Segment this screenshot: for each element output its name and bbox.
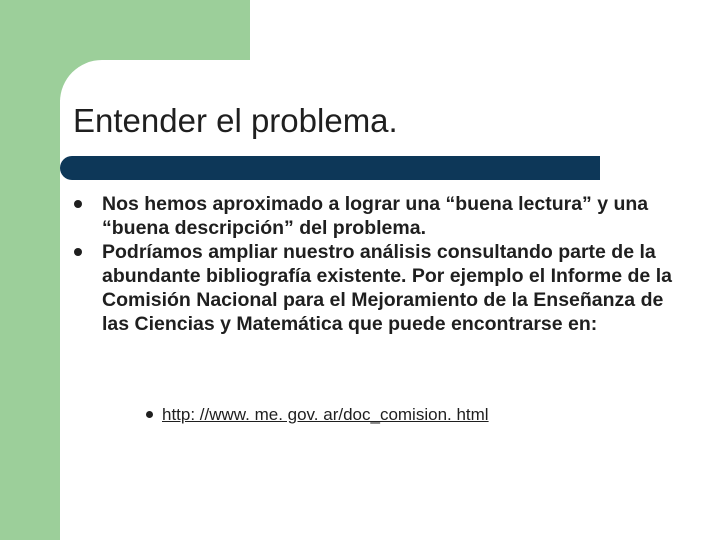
bullet-dot-icon — [74, 248, 82, 256]
resource-link[interactable]: http: //www. me. gov. ar/doc_comision. html — [162, 405, 489, 424]
bullet-item — [72, 240, 672, 336]
sub-bullet-dot-icon — [146, 411, 153, 418]
bullet-dot-icon — [74, 200, 82, 208]
slide-title: Entender el problema. — [73, 102, 398, 139]
bullet-item — [72, 192, 672, 240]
bullet-list — [72, 192, 672, 336]
title-underline-bar — [60, 156, 600, 180]
bullet-text: Nos hemos aproximado a lograr una “buena lectura” y una “buena descripción” del problema. — [102, 193, 649, 239]
bullet-text: Podríamos ampliar nuestro análisis consultando parte de la abundante bibliografía existente. Por ejemplo el Informe de la Comisión Nacional para el Mejoramiento de la Enseñanza de las Ciencias y Matemática que puede encontrarse en: — [102, 241, 672, 335]
decorative-green-bar-left — [0, 0, 60, 540]
sub-bullet-item — [146, 404, 489, 426]
